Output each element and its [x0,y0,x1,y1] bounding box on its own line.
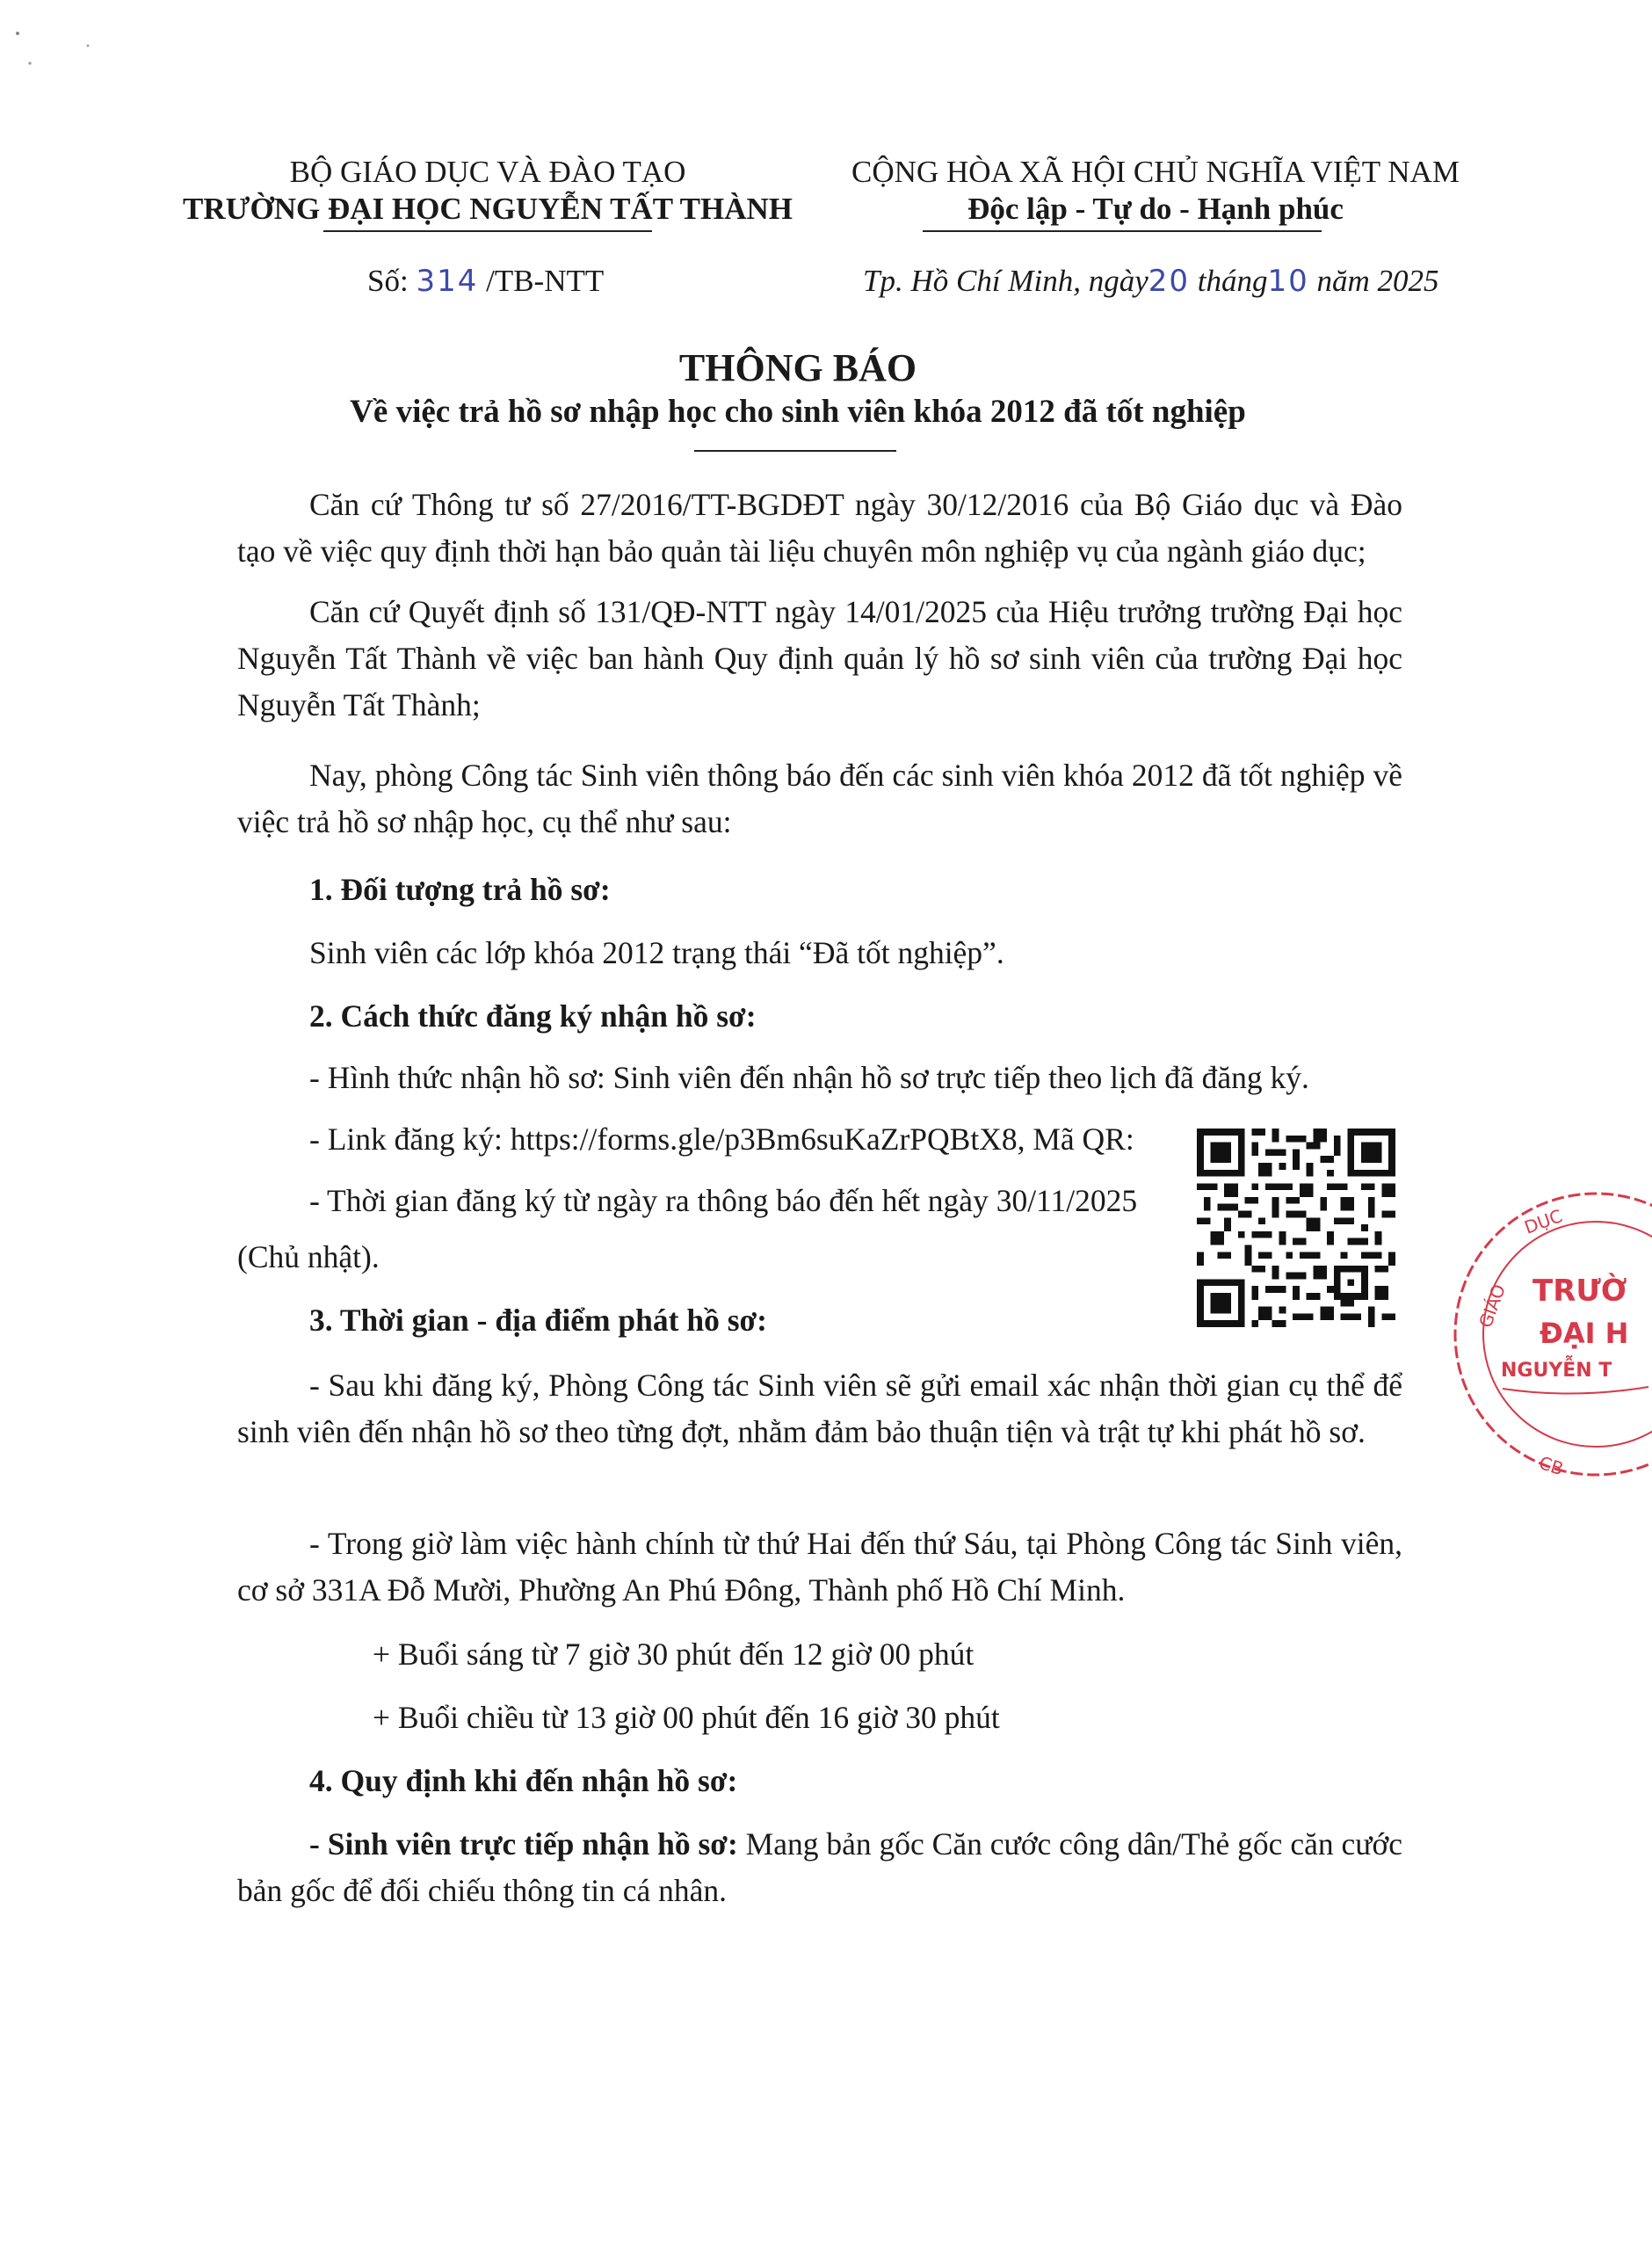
section4-rule-text: Mang bản gốc Căn cước công dân/Thẻ gốc căn cước bản gốc để đối chiếu thông tin cá nhân. [237,1826,1402,1908]
section2-register-link: - Link đăng ký: https://forms.gle/p3Bm6suKaZrPQBtX8, Mã QR: [309,1121,1134,1157]
handwritten-day: 20 [1148,264,1190,299]
section3-email-confirmation: - Sau khi đăng ký, Phòng Công tác Sinh viên sẽ gửi email xác nhận thời gian cụ thể để sinh viên đến nhận hồ sơ theo từng đợt, nhằm đảm bảo thuận tiện và trật tự khi phát hồ sơ. [237,1368,1402,1449]
section4-heading: 4. Quy định khi đến nhận hồ sơ: [309,1763,738,1798]
national-motto: Độc lập - Tự do - Hạnh phúc [967,192,1344,226]
section1-text: Sinh viên các lớp khóa 2012 trạng thái “Đã tốt nghiệp”. [309,935,1004,970]
title-underline [694,450,896,452]
scan-specks [0,0,141,105]
ministry-name: BỘ GIÁO DỤC VÀ ĐÀO TẠO [289,155,686,189]
seal-arc-text-bottom: CB [1536,1451,1567,1480]
seal-line-1: TRƯỜ [1532,1274,1627,1309]
section3-heading: 3. Thời gian - địa điểm phát hồ sơ: [309,1303,767,1338]
seal-line-3: NGUYỄN T [1501,1360,1612,1382]
official-seal-stamp [1441,1188,1652,1480]
document-date: Tp. Hồ Chí Minh, ngày20 tháng10 năm 2025 [863,264,1439,299]
section4-rule-lead: - Sinh viên trực tiếp nhận hồ sơ: [309,1826,738,1862]
section3-morning-hours: + Buổi sáng từ 7 giờ 30 phút đến 12 giờ 00 phút [373,1637,975,1672]
notice-intro: Nay, phòng Công tác Sinh viên thông báo đến các sinh viên khóa 2012 đã tốt nghiệp về việc trả hồ sơ nhập học, cụ thể như sau: [237,758,1402,839]
document-subtitle: Về việc trả hồ sơ nhập học cho sinh viên khóa 2012 đã tốt nghiệp [350,394,1246,430]
document-number: Số: 314 /TB-NTT [367,264,605,299]
section1-heading: 1. Đối tượng trả hồ sơ: [309,872,611,907]
document-title: THÔNG BÁO [678,346,917,389]
seal-line-2: ĐẠI H [1540,1317,1629,1350]
registration-qr-code[interactable] [1197,1129,1395,1327]
legal-basis-1: Căn cứ Thông tư số 27/2016/TT-BGDĐT ngày 30/12/2016 của Bộ Giáo dục và Đào tạo về việc quy định thời hạn bảo quản tài liệu chuyên môn nghiệp vụ của ngành giáo dục; [237,487,1402,569]
seal-arc-text-top: DỤC [1521,1205,1566,1238]
handwritten-month: 10 [1267,264,1309,299]
handwritten-number: 314 [416,264,479,299]
section2-register-deadline-cont: (Chủ nhật). [237,1239,380,1274]
motto-underline [923,230,1322,232]
university-name: TRƯỜNG ĐẠI HỌC NGUYỄN TẤT THÀNH [183,192,793,226]
section2-register-deadline: - Thời gian đăng ký từ ngày ra thông báo đến hết ngày 30/11/2025 [309,1183,1138,1218]
section3-location: - Trong giờ làm việc hành chính từ thứ Hai đến thứ Sáu, tại Phòng Công tác Sinh viên, cơ sở 331A Đỗ Mười, Phường An Phú Đông, Thành phố Hồ Chí Minh. [237,1526,1402,1608]
section2-heading: 2. Cách thức đăng ký nhận hồ sơ: [309,998,757,1034]
section2-receive-method: - Hình thức nhận hồ sơ: Sinh viên đến nhận hồ sơ trực tiếp theo lịch đã đăng ký. [309,1060,1309,1095]
legal-basis-2: Căn cứ Quyết định số 131/QĐ-NTT ngày 14/01/2025 của Hiệu trưởng trường Đại học Nguyễn Tất Thành về việc ban hành Quy định quản lý hồ sơ sinh viên của trường Đại học Nguyễn Tất Thành; [237,594,1402,722]
republic-name: CỘNG HÒA XÃ HỘI CHỦ NGHĨA VIỆT NAM [851,155,1460,189]
seal-arc-text: GIÁO [1474,1281,1510,1331]
section3-afternoon-hours: + Buổi chiều từ 13 giờ 00 phút đến 16 giờ 30 phút [373,1700,1000,1735]
university-underline [323,230,652,232]
section4-rule [237,1821,1402,1914]
